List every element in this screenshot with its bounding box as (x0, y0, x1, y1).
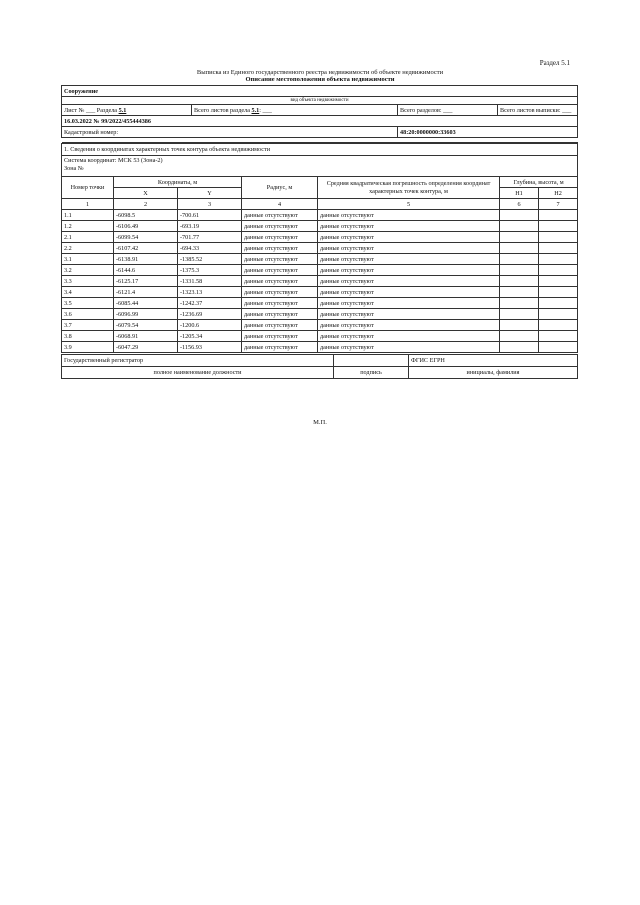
total-sheets-extract-cell (498, 105, 578, 116)
h2 (539, 232, 578, 243)
coordinates-rows (62, 210, 578, 353)
table-row (62, 265, 578, 276)
col-radius-header: Радиус, м (242, 177, 318, 199)
point-number: 3.8 (62, 331, 114, 342)
coord-x: -6138.91 (114, 254, 178, 265)
radius: данные отсутствуют (242, 232, 318, 243)
point-number: 3.3 (62, 276, 114, 287)
h1 (500, 320, 539, 331)
point-number: 3.6 (62, 309, 114, 320)
section-value: 5.1 (118, 106, 127, 114)
error: данные отсутствуют (318, 265, 500, 276)
col-h2-header: H2 (539, 188, 578, 199)
radius: данные отсутствуют (242, 298, 318, 309)
coord-system: Система координат: МСК 53 (Зона-2) (64, 157, 163, 164)
total-sheets-section-label: Всего листов раздела (194, 106, 250, 114)
radius: данные отсутствуют (242, 331, 318, 342)
h2 (539, 309, 578, 320)
table-row (62, 320, 578, 331)
table-row (62, 287, 578, 298)
caption-position: полное наименование должности (62, 367, 334, 379)
object-type-caption: вид объекта недвижимости (62, 97, 578, 105)
coord-y: -694.33 (178, 243, 242, 254)
table-row (62, 276, 578, 287)
col-num: 4 (242, 199, 318, 210)
sheet-value: ___ (85, 106, 96, 114)
coord-y: -1200.6 (178, 320, 242, 331)
object-header-table (61, 85, 578, 143)
coord-y: -701.77 (178, 232, 242, 243)
h1 (500, 342, 539, 353)
coord-y: -1323.13 (178, 287, 242, 298)
h1 (500, 254, 539, 265)
caption-signature: подпись (334, 367, 409, 379)
h1 (500, 232, 539, 243)
h2 (539, 265, 578, 276)
object-type: Сооружение (62, 86, 578, 97)
radius: данные отсутствуют (242, 342, 318, 353)
section-reference: Раздел 5.1 (539, 59, 570, 67)
h2 (539, 210, 578, 221)
point-number: 3.7 (62, 320, 114, 331)
h2 (539, 331, 578, 342)
coord-x: -6144.6 (114, 265, 178, 276)
date-and-number: 16.03.2022 № 99/2022/455444386 (62, 116, 578, 127)
table-row (62, 298, 578, 309)
extract-form (61, 85, 577, 379)
h1 (500, 331, 539, 342)
radius: данные отсутствуют (242, 287, 318, 298)
radius: данные отсутствуют (242, 221, 318, 232)
h2 (539, 342, 578, 353)
registrar-role: Государственный регистратор (62, 355, 334, 367)
registrar-org: ФГИС ЕГРН (409, 355, 578, 367)
col-y-header: Y (178, 188, 242, 199)
error: данные отсутствуют (318, 320, 500, 331)
table-row (62, 331, 578, 342)
sheet-label: Лист № (64, 106, 85, 114)
coord-system-cell (62, 156, 578, 177)
error: данные отсутствуют (318, 342, 500, 353)
h2 (539, 221, 578, 232)
total-sheets-extract-value: ___ (562, 106, 572, 114)
col-point-header: Номер точки (62, 177, 114, 199)
col-depth-header: Глубина, высота, м (500, 177, 578, 188)
zone: Зона № (64, 165, 84, 172)
caption-name: инициалы, фамилия (409, 367, 578, 379)
table-row (62, 232, 578, 243)
col-coords-header: Координаты, м (114, 177, 242, 188)
coord-y: -1375.3 (178, 265, 242, 276)
h2 (539, 298, 578, 309)
h1 (500, 243, 539, 254)
col-num: 2 (114, 199, 178, 210)
radius: данные отсутствуют (242, 265, 318, 276)
point-number: 3.4 (62, 287, 114, 298)
col-h1-header: H1 (500, 188, 539, 199)
radius: данные отсутствуют (242, 320, 318, 331)
coord-y: -1331.58 (178, 276, 242, 287)
point-number: 1.1 (62, 210, 114, 221)
total-sheets-extract-label: Всего листов выписки: (500, 106, 561, 114)
coord-x: -6121.4 (114, 287, 178, 298)
h2 (539, 320, 578, 331)
table-row (62, 309, 578, 320)
h2 (539, 254, 578, 265)
h2 (539, 287, 578, 298)
error: данные отсутствуют (318, 232, 500, 243)
error: данные отсутствуют (318, 287, 500, 298)
coord-y: -693.19 (178, 221, 242, 232)
section-label: Раздела (96, 106, 118, 114)
coord-y: -700.61 (178, 210, 242, 221)
col-num: 5 (318, 199, 500, 210)
cadastral-number: 48:20:0000000:33603 (398, 127, 578, 138)
radius: данные отсутствуют (242, 276, 318, 287)
table-row (62, 210, 578, 221)
error: данные отсутствуют (318, 276, 500, 287)
col-x-header: X (114, 188, 178, 199)
error: данные отсутствуют (318, 210, 500, 221)
error: данные отсутствуют (318, 309, 500, 320)
h2 (539, 243, 578, 254)
point-number: 1.2 (62, 221, 114, 232)
col-num: 3 (178, 199, 242, 210)
table-row (62, 243, 578, 254)
coord-y: -1236.69 (178, 309, 242, 320)
h1 (500, 265, 539, 276)
stamp-mark: М.П. (313, 419, 327, 426)
h1 (500, 298, 539, 309)
h1 (500, 309, 539, 320)
total-sheets-section-suffix: : ___ (259, 106, 272, 114)
h1 (500, 276, 539, 287)
table-row (62, 221, 578, 232)
coord-x: -6099.54 (114, 232, 178, 243)
coord-y: -1242.37 (178, 298, 242, 309)
col-num: 7 (539, 199, 578, 210)
column-numbers-row (62, 199, 578, 210)
radius: данные отсутствуют (242, 254, 318, 265)
h1 (500, 221, 539, 232)
signature-table (61, 354, 578, 379)
table-row (62, 342, 578, 353)
radius: данные отсутствуют (242, 243, 318, 254)
col-num: 6 (500, 199, 539, 210)
col-num: 1 (62, 199, 114, 210)
radius: данные отсутствуют (242, 309, 318, 320)
error: данные отсутствуют (318, 331, 500, 342)
coord-x: -6085.44 (114, 298, 178, 309)
error: данные отсутствуют (318, 243, 500, 254)
coord-x: -6106.49 (114, 221, 178, 232)
sheet-cell (62, 105, 192, 116)
h1 (500, 287, 539, 298)
error: данные отсутствуют (318, 298, 500, 309)
coord-y: -1156.93 (178, 342, 242, 353)
total-sections-cell (398, 105, 498, 116)
error: данные отсутствуют (318, 254, 500, 265)
coordinates-table (61, 143, 578, 353)
total-sections-value: ___ (443, 106, 453, 114)
coord-x: -6068.91 (114, 331, 178, 342)
coord-x: -6125.17 (114, 276, 178, 287)
point-number: 2.2 (62, 243, 114, 254)
coord-x: -6107.42 (114, 243, 178, 254)
total-sections-label: Всего разделов: (400, 106, 442, 114)
signature-blank (334, 355, 409, 367)
coord-x: -6098.5 (114, 210, 178, 221)
coord-x: -6047.29 (114, 342, 178, 353)
h2 (539, 276, 578, 287)
points-section-title: 1. Сведения о координатах характерных точек контура объекта недвижимости (62, 144, 578, 156)
point-number: 3.5 (62, 298, 114, 309)
spacer (62, 138, 578, 143)
h1 (500, 210, 539, 221)
point-number: 3.9 (62, 342, 114, 353)
cadastral-label: Кадастровый номер: (62, 127, 398, 138)
col-error-header: Средняя квадратическая погрешность определения координат характерных точек контура, м (318, 177, 500, 199)
table-row (62, 254, 578, 265)
document-title: Выписка из Единого государственного реестра недвижимости об объекте недвижимости (196, 69, 444, 76)
point-number: 2.1 (62, 232, 114, 243)
coord-x: -6096.99 (114, 309, 178, 320)
radius: данные отсутствуют (242, 210, 318, 221)
coord-y: -1385.52 (178, 254, 242, 265)
total-sheets-section-value: 5.1 (251, 106, 260, 114)
total-sheets-section-cell (192, 105, 398, 116)
point-number: 3.1 (62, 254, 114, 265)
point-number: 3.2 (62, 265, 114, 276)
coord-y: -1205.34 (178, 331, 242, 342)
coord-x: -6079.54 (114, 320, 178, 331)
error: данные отсутствуют (318, 221, 500, 232)
document-subtitle: Описание местоположения объекта недвижимости (245, 76, 395, 83)
